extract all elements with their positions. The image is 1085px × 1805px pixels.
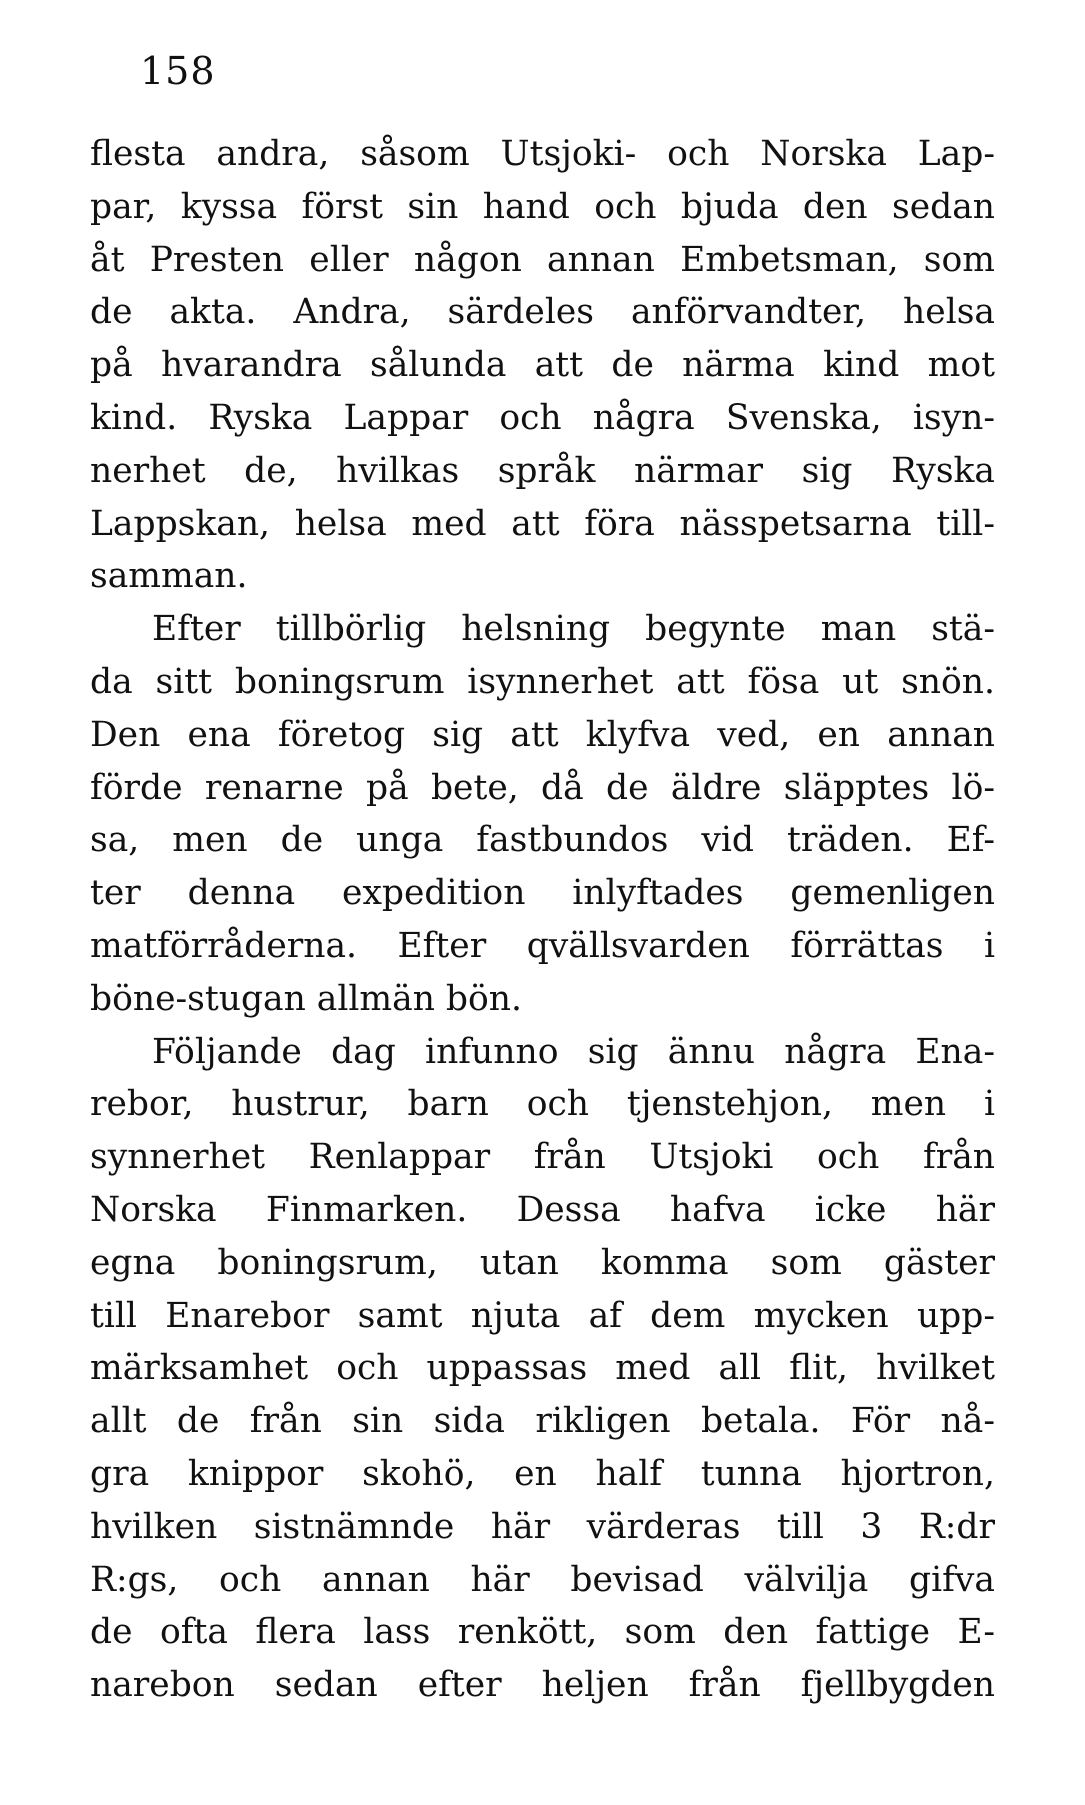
text-line: de akta. Andra, särdeles anförvandter, helsa bbox=[90, 292, 995, 333]
paragraph-3 bbox=[90, 1026, 995, 1712]
text-line: ter denna expedition inlyftades gemenligen bbox=[90, 873, 995, 914]
text-line: förde renarne på bete, då de äldre släpptes lö- bbox=[90, 767, 995, 808]
text-line: Den ena företog sig att klyfva ved, en annan bbox=[90, 714, 995, 755]
text-line: märksamhet och uppassas med all flit, hvilket bbox=[90, 1348, 995, 1389]
text-line: synnerhet Renlappar från Utsjoki och från bbox=[90, 1137, 995, 1178]
text-line: sa, men de unga fastbundos vid träden. Ef- bbox=[90, 820, 995, 861]
page-text bbox=[90, 128, 995, 1712]
page-number: 158 bbox=[140, 49, 216, 93]
text-line: de ofta flera lass renkött, som den fattige E- bbox=[90, 1612, 995, 1653]
text-line: narebon sedan efter heljen från fjellbygden bbox=[90, 1665, 995, 1706]
text-line: da sitt boningsrum isynnerhet att fösa ut snön. bbox=[90, 661, 995, 702]
text-line: nerhet de, hvilkas språk närmar sig Ryska bbox=[90, 450, 995, 491]
text-line: par, kyssa först sin hand och bjuda den sedan bbox=[90, 186, 995, 227]
text-line: flesta andra, såsom Utsjoki- och Norska Lap- bbox=[90, 134, 995, 174]
text-line: allt de från sin sida rikligen betala. För nå- bbox=[90, 1401, 995, 1442]
text-line: Efter tillbörlig helsning begynte man stä- bbox=[152, 609, 995, 650]
text-line: böne-stugan allmän bön. bbox=[90, 978, 522, 1019]
text-line: till Enarebor samt njuta af dem mycken upp- bbox=[90, 1295, 995, 1336]
paragraph-1 bbox=[90, 128, 995, 603]
text-line: samman. bbox=[90, 556, 248, 597]
text-line: matförråderna. Efter qvällsvarden förrättas i bbox=[90, 925, 995, 966]
text-line: rebor, hustrur, barn och tjenstehjon, men i bbox=[90, 1084, 995, 1125]
text-line: åt Presten eller någon annan Embetsman, som bbox=[90, 239, 995, 280]
text-line: hvilken sistnämnde här värderas till 3 R:dr bbox=[90, 1506, 995, 1547]
text-line: Följande dag infunno sig ännu några Ena- bbox=[152, 1031, 995, 1072]
text-line: egna boningsrum, utan komma som gäster bbox=[90, 1242, 995, 1283]
text-line: Norska Finmarken. Dessa hafva icke här bbox=[90, 1189, 995, 1230]
text-line: på hvarandra sålunda att de närma kind mot bbox=[90, 345, 995, 386]
text-line: kind. Ryska Lappar och några Svenska, isyn- bbox=[90, 397, 995, 438]
paragraph-2 bbox=[90, 603, 995, 1025]
text-line: Lappskan, helsa med att föra nässpetsarna till- bbox=[90, 503, 995, 544]
text-line: R:gs, och annan här bevisad välvilja gifva bbox=[90, 1559, 995, 1600]
text-line: gra knippor skohö, en half tunna hjortron, bbox=[90, 1453, 995, 1494]
